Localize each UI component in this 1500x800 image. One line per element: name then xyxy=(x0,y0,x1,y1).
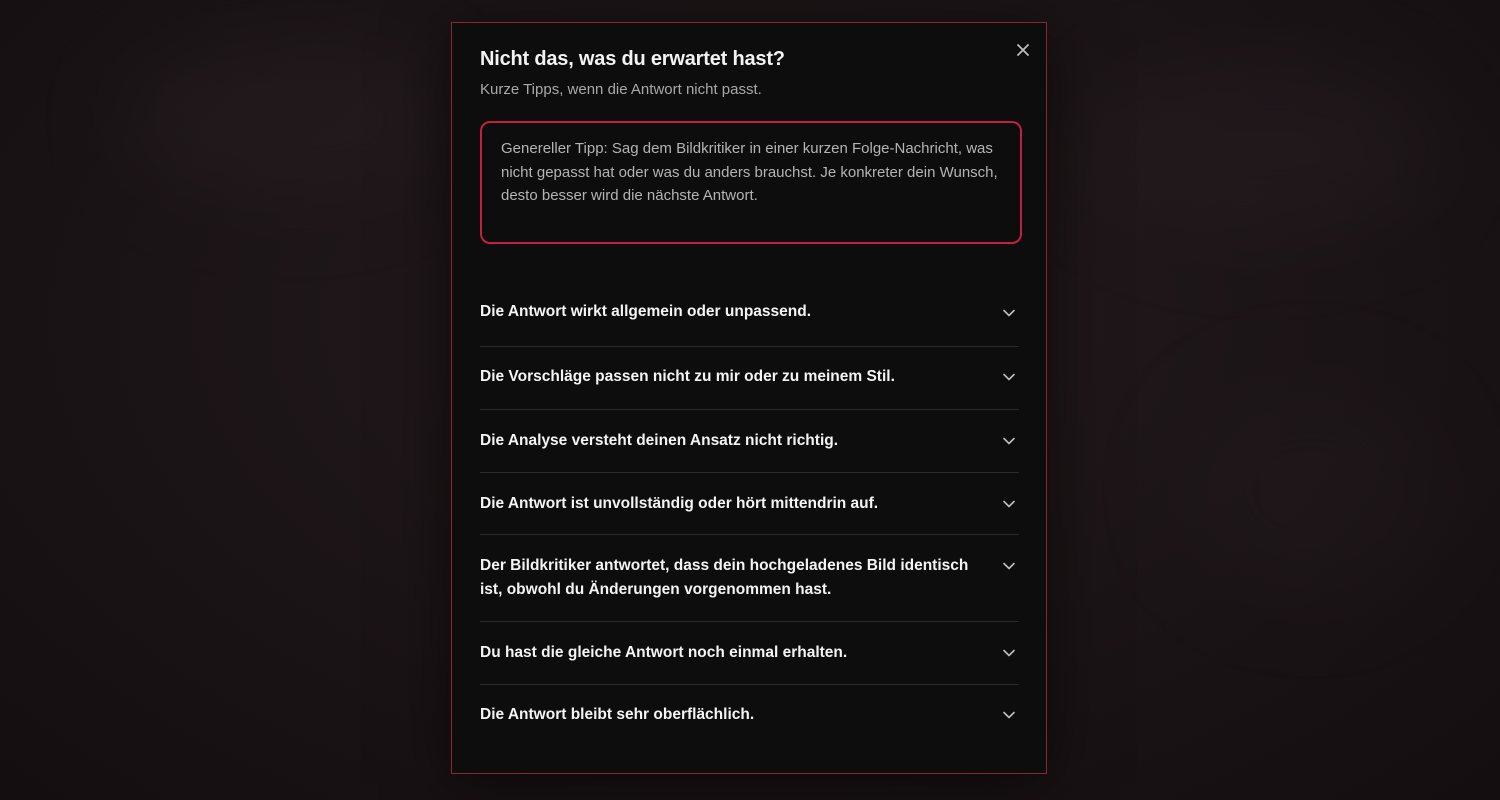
chevron-down-icon xyxy=(1003,711,1015,719)
faq-question: Die Vorschläge passen nicht zu mir oder zu meinem Stil. xyxy=(480,368,895,385)
faq-item-superficial[interactable] xyxy=(480,685,1019,747)
help-modal xyxy=(451,22,1047,774)
backdrop-blur xyxy=(120,40,460,200)
chevron-down-icon xyxy=(1003,309,1015,317)
chevron-down-icon xyxy=(1003,373,1015,381)
faq-item-identical-image[interactable] xyxy=(480,535,1019,622)
faq-question: Die Analyse versteht deinen Ansatz nicht richtig. xyxy=(480,432,839,449)
modal-title: Nicht das, was du erwartet hast? xyxy=(480,48,785,70)
faq-question: Die Antwort wirkt allgemein oder unpassend. xyxy=(480,303,812,320)
chevron-down-icon xyxy=(1003,437,1015,445)
faq-list xyxy=(480,285,1019,747)
general-tip-box: Genereller Tipp: Sag dem Bildkritiker in einer kurzen Folge-Nachricht, was nicht gepasst hat oder was du anders brauchst. Je konkreter dein Wunsch, desto besser wird die nächste Antwort. xyxy=(480,121,1022,244)
chevron-down-icon xyxy=(1003,562,1015,570)
faq-question: Die Antwort bleibt sehr oberflächlich. xyxy=(480,706,755,723)
backdrop-blur xyxy=(1080,60,1440,240)
backdrop-blur xyxy=(1180,380,1440,600)
faq-item-same-answer[interactable] xyxy=(480,622,1019,685)
faq-question: Du hast die gleiche Antwort noch einmal erhalten. xyxy=(480,644,848,661)
chevron-down-icon xyxy=(1003,500,1015,508)
faq-item-style[interactable] xyxy=(480,347,1019,410)
close-button[interactable] xyxy=(1014,41,1032,59)
modal-subtitle: Kurze Tipps, wenn die Antwort nicht passt. xyxy=(480,81,762,98)
faq-item-incomplete[interactable] xyxy=(480,473,1019,535)
close-icon xyxy=(1014,41,1032,59)
faq-item-general[interactable] xyxy=(480,285,1019,347)
faq-question: Die Antwort ist unvollständig oder hört mittendrin auf. xyxy=(480,495,879,512)
chevron-down-icon xyxy=(1003,649,1015,657)
faq-question: Der Bildkritiker antwortet, dass dein hochgeladenes Bild identisch ist, obwohl du Änderungen vorgenommen hast. xyxy=(480,557,969,598)
faq-item-analysis[interactable] xyxy=(480,410,1019,473)
